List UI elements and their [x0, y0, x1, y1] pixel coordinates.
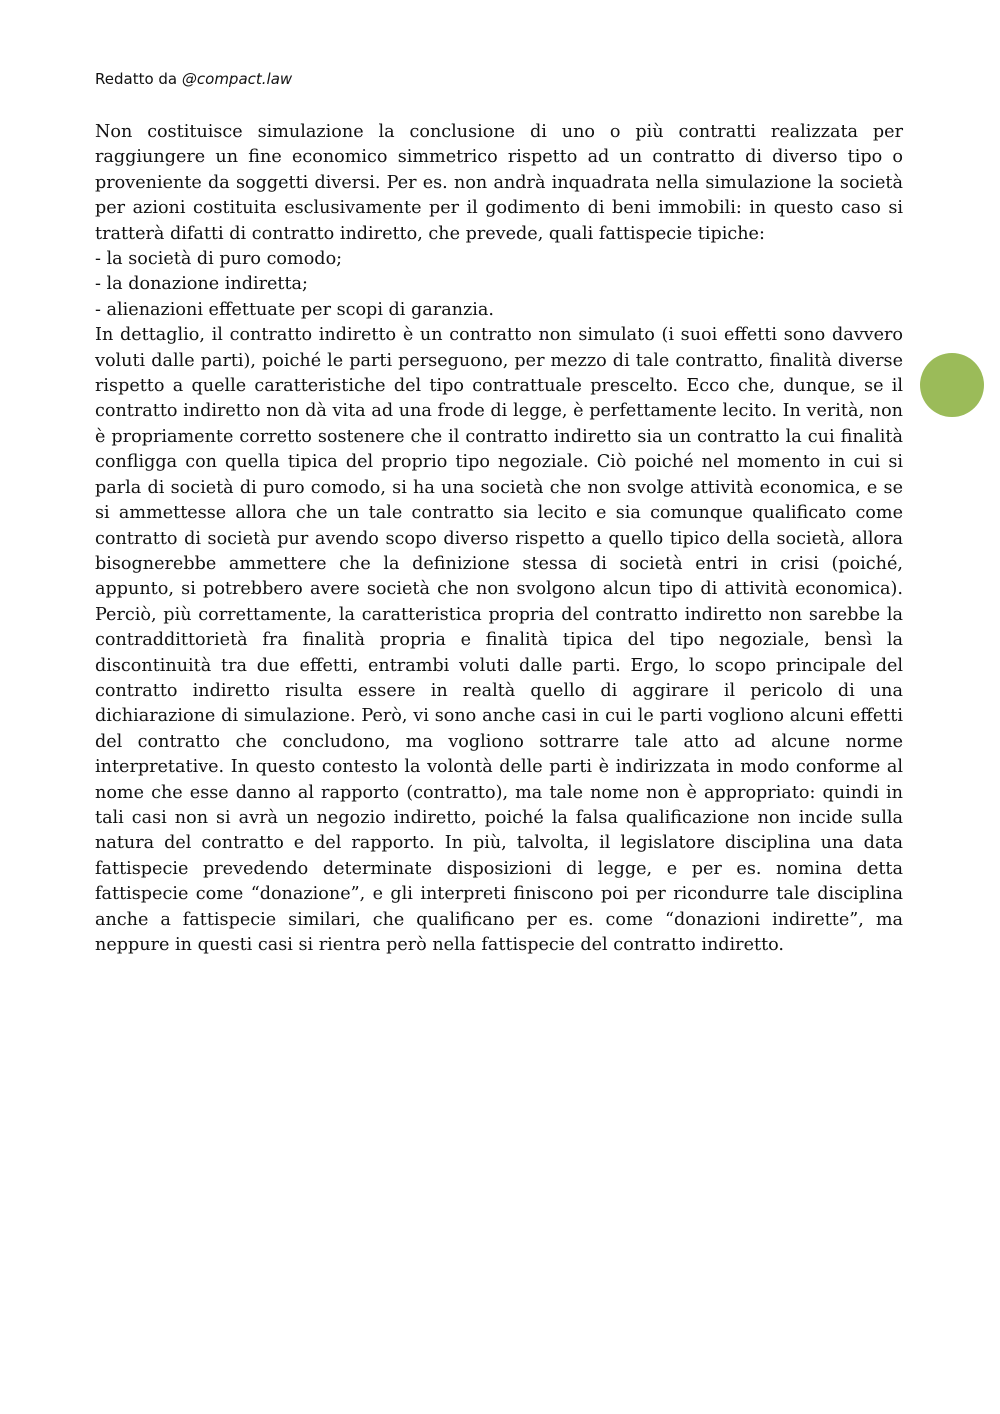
author-handle: @compact.law: [181, 70, 293, 88]
list-item: - alienazioni effettuate per scopi di garanzia.: [95, 299, 494, 320]
paragraph-detail: In dettaglio, il contratto indiretto è un contratto non simulato (i suoi effetti sono davvero voluti dalle parti), poiché le parti perseguono, per mezzo di tale contratto, finalità diverse rispetto a quelle caratteristiche del tipo contrattuale prescelto. Ecco che, dunque, se il contratto indiretto non dà vita ad una frode di legge, è perfettamente lecito. In verità, non è propriamente corretto sostenere che il contratto indiretto sia un contratto la cui finalità confligga con quella tipica del proprio tipo negoziale. Ciò poiché nel momento in cui si parla di società di puro comodo, si ha una società che non svolge attività economica, e se si ammettesse allora che un tale contratto sia lecito e sia comunque qualificato come contratto di società pur avendo scopo diverso rispetto a quello tipico della società, allora bisognerebbe ammettere che la definizione stessa di società entri in crisi (poiché, appunto, si potrebbero avere società che non svolgono alcun tipo di attività economica). Perciò, più correttamente, la caratteristica propria del contratto indiretto non sarebbe la contraddittorietà fra finalità propria e finalità tipica del tipo negoziale, bensì la discontinuità tra due effetti, entrambi voluti dalle parti. Ergo, lo scopo principale del contratto indiretto risulta essere in realtà quello di aggirare il pericolo di una dichiarazione di simulazione. Però, vi sono anche casi in cui le parti vogliono alcuni effetti del contratto che concludono, ma vogliono sottrarre tale atto ad alcune norme interpretative. In questo contesto la volontà delle parti è indirizzata in modo conforme al nome che esse danno al rapporto (contratto), ma tale nome non è appropriato: quindi in tali casi non si avrà un negozio indiretto, poiché la falsa qualificazione non incide sulla natura del contratto e del rapporto. In più, talvolta, il legislatore disciplina una data fattispecie prevedendo determinate disposizioni di legge, e per es. nomina detta fattispecie come “donazione”, e gli interpreti finiscono poi per ricondurre tale disciplina anche a fattispecie similari, che qualificano per es. come “donazioni indirette”, ma neppure in questi casi si rientra però nella fattispecie del contratto indiretto.: [95, 325, 903, 955]
page-header: [95, 70, 292, 88]
document-body: [95, 120, 903, 958]
header-prefix: Redatto da: [95, 70, 182, 88]
paragraph-intro: Non costituisce simulazione la conclusione di uno o più contratti realizzata per raggiungere un fine economico simmetrico rispetto ad un contratto di diverso tipo o proveniente da soggetti diversi. Per es. non andrà inquadrata nella simulazione la società per azioni costituita esclusivamente per il godimento di beni immobili: in questo caso si tratterà difatti di contratto indiretto, che prevede, quali fattispecie tipiche:: [95, 122, 903, 244]
list-item: - la società di puro comodo;: [95, 249, 343, 270]
list-item: - la donazione indiretta;: [95, 274, 308, 295]
green-circle-marker: [920, 353, 984, 417]
